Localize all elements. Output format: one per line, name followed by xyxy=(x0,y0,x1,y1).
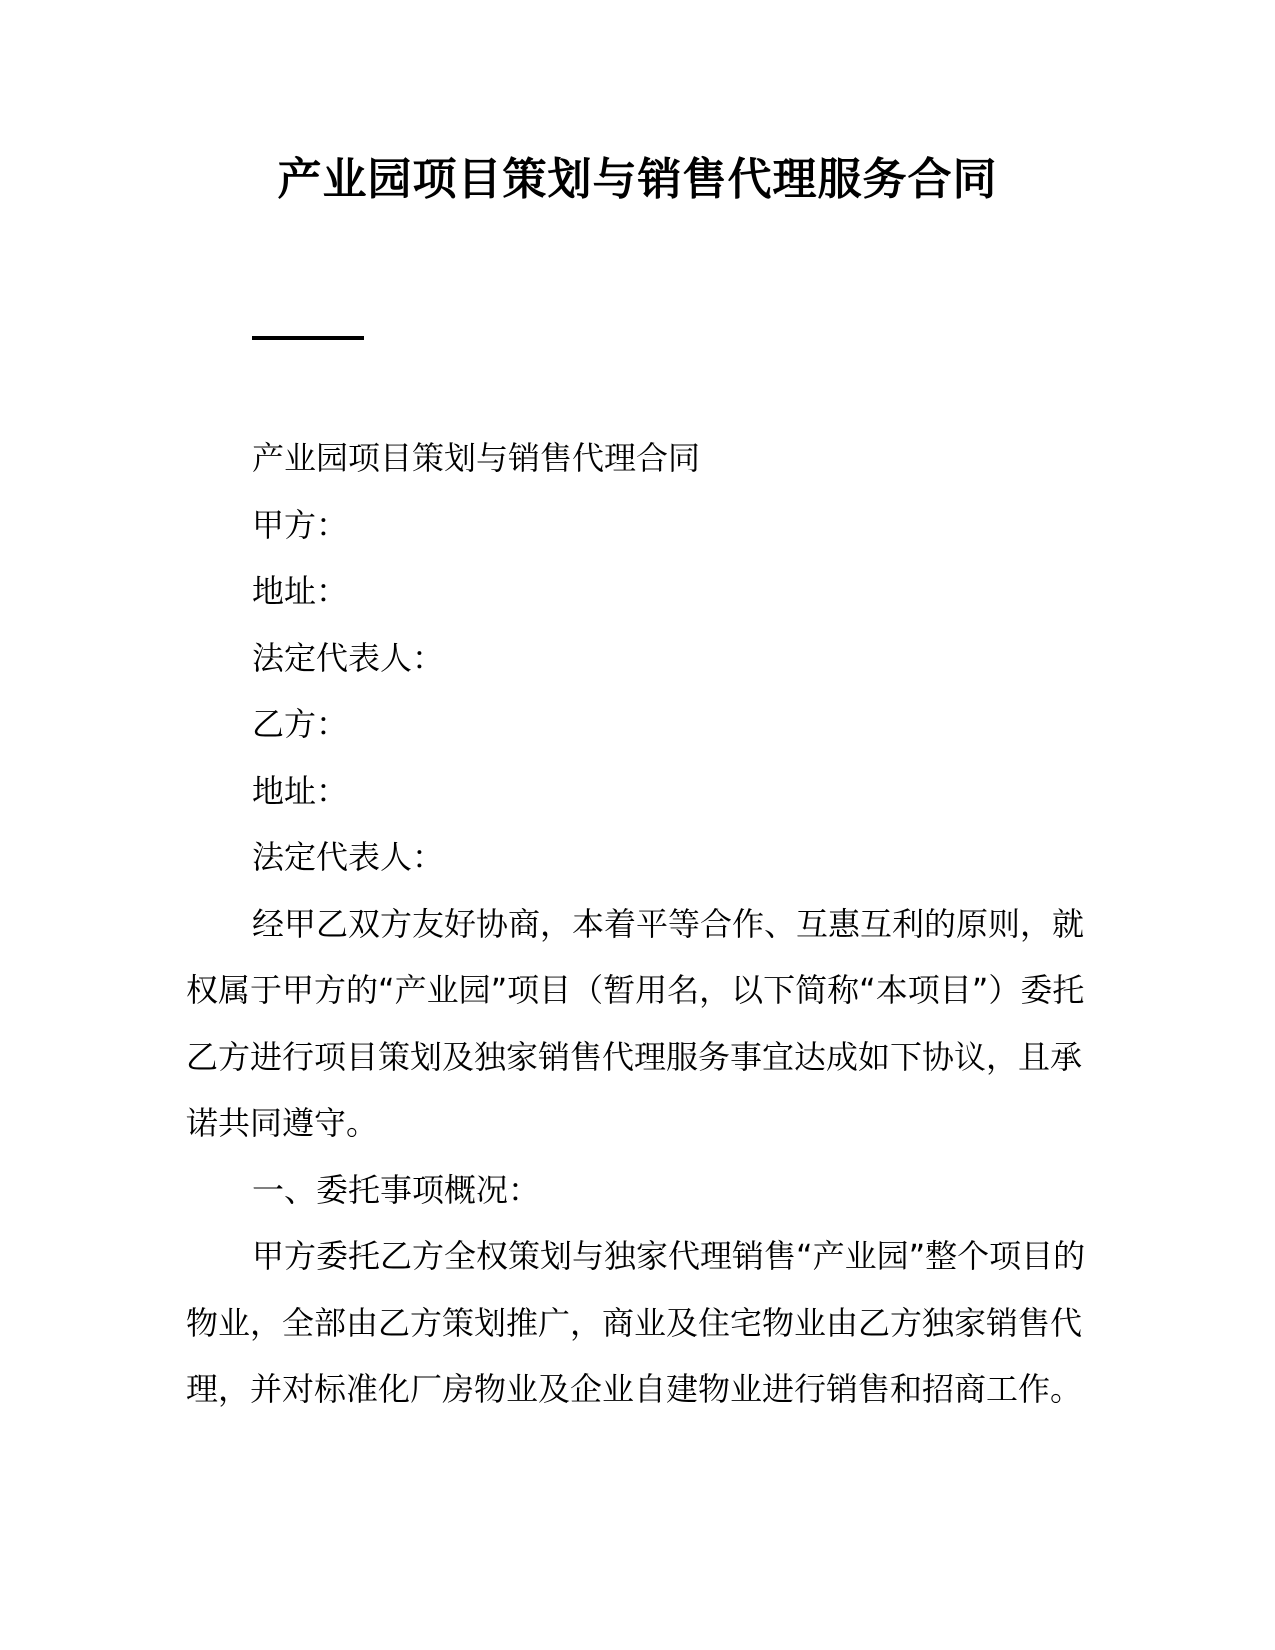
contract-subtitle: 产业园项目策划与销售代理合同 xyxy=(252,439,701,477)
party-a-legal-representative-label: 法定代表人： xyxy=(252,638,445,677)
section-heading-entrusted-matters: 一、委托事项概况： xyxy=(252,1170,541,1209)
party-a-label: 甲方： xyxy=(252,505,349,544)
document-title: 产业园项目策划与销售代理服务合同 xyxy=(277,154,998,205)
preamble-paragraph: 经甲乙双方友好协商，本着平等合作、互惠互利的原则，就权属于甲方的“产业园”项目（暂用名，以下简称“本项目”）委托乙方进行项目策划及独家销售代理服务事宜达成如下协议，且承诺共同遵守。 xyxy=(186,904,1085,1142)
party-a-address-label: 地址： xyxy=(252,572,349,610)
party-b-label: 乙方： xyxy=(252,705,349,743)
entrusted-matters-paragraph: 甲方委托乙方全权策划与独家代理销售“产业园”整个项目的物业，全部由乙方策划推广，商业及住宅物业由乙方独家销售代理，并对标准化厂房物业及企业自建物业进行销售和招商工作。 xyxy=(186,1237,1086,1408)
document-body xyxy=(186,425,1086,1423)
title-underline-rule xyxy=(252,336,364,340)
party-b-legal-representative-label: 法定代表人： xyxy=(252,838,445,876)
party-b-address-label: 地址： xyxy=(252,771,349,810)
